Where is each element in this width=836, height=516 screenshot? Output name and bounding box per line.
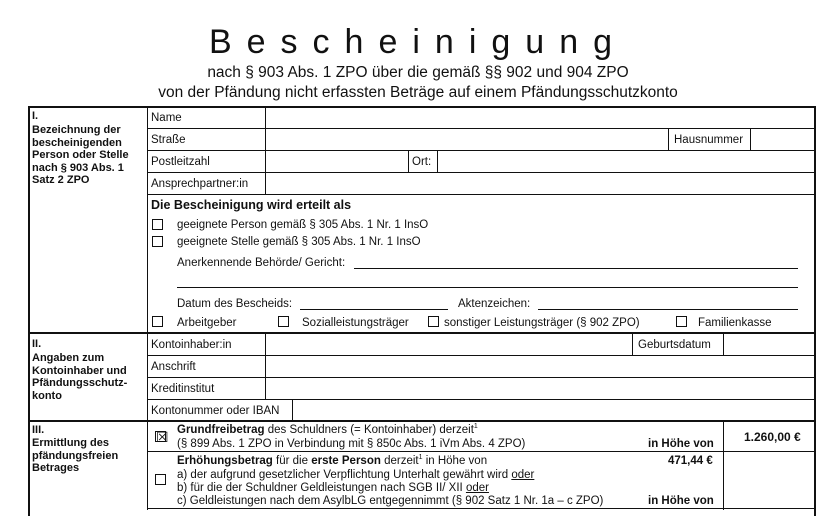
increase-option-b: b) für die der Schuldner Geldleistungen nach SGB II/ XII oder <box>177 482 489 494</box>
address-label: Anschrift <box>151 361 196 373</box>
basic-amount-value: 1.260,00 € <box>744 430 801 444</box>
divider <box>147 508 815 509</box>
contact-field[interactable] <box>266 173 814 194</box>
divider <box>668 128 669 150</box>
divider <box>147 451 815 452</box>
account-holder-label: Kontoinhaber:in <box>151 339 232 351</box>
divider <box>408 150 409 172</box>
street-label: Straße <box>151 134 186 146</box>
increase-amount-label: in Höhe von <box>648 495 714 507</box>
account-number-field[interactable] <box>293 400 814 420</box>
increase-title: Erhöhungsbetrag <box>177 455 273 467</box>
decision-date-label: Datum des Bescheids: <box>177 298 293 310</box>
option-family-label: Familienkasse <box>698 317 772 329</box>
increase-amount-value: 471,44 € <box>668 455 713 467</box>
file-number-label: Aktenzeichen: <box>458 298 531 310</box>
increase-option-a: a) der aufgrund gesetzlicher Verpflichtung Unterhalt gewährt wird oder <box>177 469 535 481</box>
footnote-marker: 1 <box>418 454 423 461</box>
city-field[interactable] <box>438 151 814 172</box>
footnote-marker: 1 <box>473 423 478 430</box>
option-social-label: Sozialleistungsträger <box>302 317 409 329</box>
option-person-label: geeignete Person gemäß § 305 Abs. 1 Nr. 1 InsO <box>177 219 429 231</box>
authority-label: Anerkennende Behörde/ Gericht: <box>177 257 346 269</box>
decision-date-field[interactable] <box>300 309 448 310</box>
document-title: Bescheinigung <box>208 23 628 61</box>
authority-field[interactable] <box>354 268 798 269</box>
file-number-field[interactable] <box>538 309 798 310</box>
option-other-label: sonstiger Leistungsträger (§ 902 ZPO) <box>444 317 640 329</box>
checkbox-family[interactable] <box>676 316 687 327</box>
checkbox-stelle[interactable] <box>152 236 163 247</box>
checkbox-increase-first-person[interactable] <box>155 474 166 485</box>
basic-allowance-reference: (§ 899 Abs. 1 ZPO in Verbindung mit § 850c Abs. 1 iVm Abs. 4 ZPO) <box>177 438 526 450</box>
basic-allowance-text <box>177 423 478 437</box>
section-1-heading: Bezeichnung der bescheinigenden Person oder Stelle nach § 903 Abs. 1 Satz 2 ZPO <box>32 124 129 186</box>
checkbox-basic-allowance[interactable]: ☒ <box>156 429 169 445</box>
street-field[interactable] <box>266 129 667 150</box>
account-holder-field[interactable] <box>266 335 631 355</box>
birthdate-field[interactable] <box>724 335 814 355</box>
section-1-number: I. <box>32 110 39 122</box>
address-field[interactable] <box>266 356 814 377</box>
checkbox-employer[interactable] <box>152 316 163 327</box>
name-field[interactable] <box>266 108 814 128</box>
subtitle-line-1: nach § 903 Abs. 1 ZPO über die gemäß §§ 902 und 904 ZPO <box>207 64 629 81</box>
city-label: Ort: <box>412 156 432 168</box>
house-number-label: Hausnummer <box>674 134 744 146</box>
increase-option-c: c) Geldleistungen nach dem AsylbLG entgegennimmt (§ 902 Satz 1 Nr. 1a – c ZPO) <box>177 495 604 507</box>
divider <box>723 422 724 510</box>
postcode-label: Postleitzahl <box>151 156 210 168</box>
divider <box>147 107 148 510</box>
checkbox-person[interactable] <box>152 219 163 230</box>
postcode-field[interactable] <box>266 151 407 172</box>
account-number-label: Kontonummer oder IBAN <box>151 405 280 417</box>
checkbox-other[interactable] <box>428 316 439 327</box>
section-3-number: III. <box>32 424 45 436</box>
contact-label: Ansprechpartner:in <box>151 178 249 190</box>
birthdate-label: Geburtsdatum <box>638 339 711 351</box>
basic-allowance-title: Grundfreibetrag <box>177 424 265 436</box>
issued-as-heading: Die Bescheinigung wird erteilt als <box>151 198 352 212</box>
name-label: Name <box>151 112 182 124</box>
basic-allowance-desc: des Schuldners (= Kontoinhaber) derzeit <box>264 424 474 436</box>
option-employer-label: Arbeitgeber <box>177 317 237 329</box>
section-divider <box>28 420 816 422</box>
divider <box>147 194 815 195</box>
increase-heading: Erhöhungsbetrag für die erste Person derzeit$^1$ in Höhe von <box>177 454 488 467</box>
section-2-number: II. <box>32 338 42 350</box>
subtitle-line-2: von der Pfändung nicht erfassten Beträge auf einem Pfändungsschutzkonto <box>158 84 678 101</box>
option-stelle-label: geeignete Stelle gemäß § 305 Abs. 1 Nr. 1 InsO <box>177 236 421 248</box>
bank-field[interactable] <box>266 378 814 399</box>
authority-field-line-2[interactable] <box>177 287 798 288</box>
basic-amount-label: in Höhe von <box>648 438 714 450</box>
section-2-heading: Angaben zum Kontoinhaber und Pfändungsschutz-konto <box>32 352 128 402</box>
section-divider <box>28 332 816 334</box>
divider <box>632 334 633 355</box>
house-number-field[interactable] <box>751 129 814 150</box>
bank-label: Kreditinstitut <box>151 383 215 395</box>
section-3-heading: Ermittlung des pfändungsfreien Betrages <box>32 437 119 474</box>
checkbox-social[interactable] <box>278 316 289 327</box>
